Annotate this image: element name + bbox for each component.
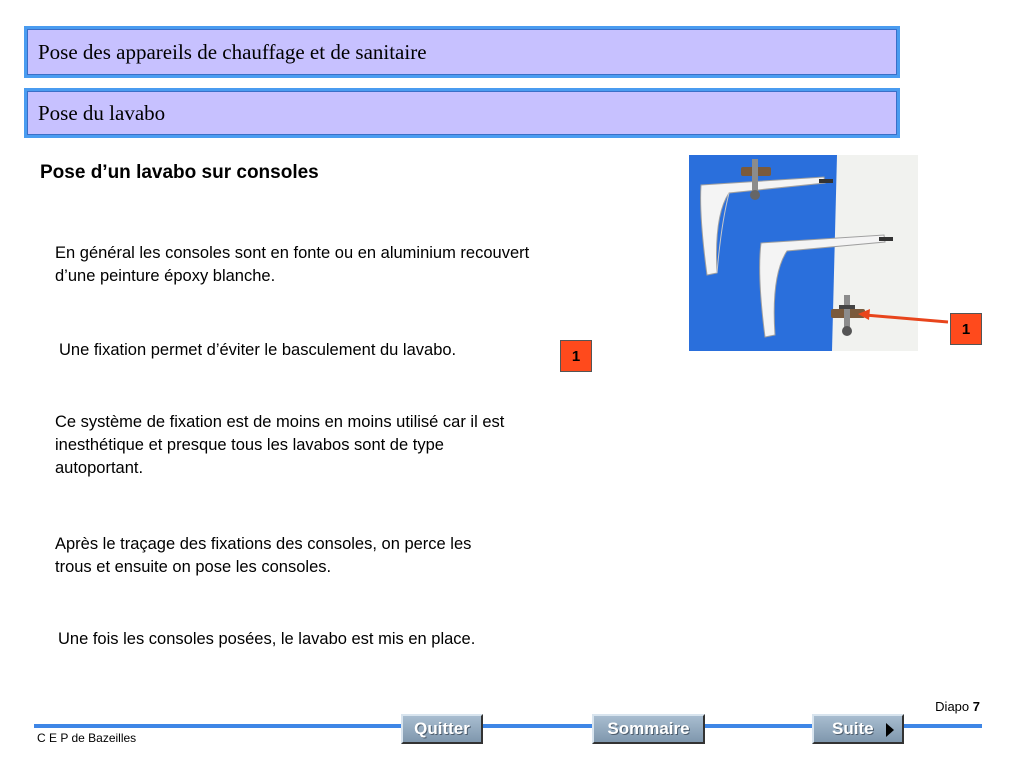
course-title-bar: [24, 26, 900, 78]
slide-number-value: 7: [972, 699, 980, 714]
slide-heading: Pose d’un lavabo sur consoles: [40, 162, 319, 183]
callout-marker-text: 1: [560, 340, 592, 372]
callout-marker-photo: 1: [950, 313, 982, 345]
course-title: Pose des appareils de chauffage et de sanitaire: [27, 29, 897, 75]
paragraph-system: Ce système de fixation est de moins en moins utilisé car il est inesthétique et presque tous les lavabos sont de type autoportant.: [55, 413, 505, 477]
next-button[interactable]: [812, 714, 904, 744]
play-arrow-icon: [886, 723, 894, 737]
paragraph-tracing: Après le traçage des fixations des consoles, on perce les trous et ensuite on pose les consoles.: [55, 535, 472, 576]
quit-button-label: Quitter: [414, 719, 470, 738]
section-title: Pose du lavabo: [27, 91, 897, 135]
organization-label: C E P de Bazeilles: [37, 731, 137, 745]
slide-number: [935, 699, 980, 714]
paragraph-placement: Une fois les consoles posées, le lavabo est mis en place.: [58, 630, 476, 648]
section-title-bar: [24, 88, 900, 138]
paragraph-material: En général les consoles sont en fonte ou en aluminium recouvert d’une peinture époxy blanche.: [55, 244, 530, 285]
slide-label: Diapo: [935, 699, 970, 714]
paragraph-fixation: Une fixation permet d’éviter le basculement du lavabo.: [59, 341, 457, 359]
console-bracket-photo: [689, 155, 918, 351]
summary-button[interactable]: [592, 714, 705, 744]
next-button-label: Suite: [832, 719, 874, 738]
summary-button-label: Sommaire: [607, 719, 690, 738]
quit-button[interactable]: [401, 714, 483, 744]
